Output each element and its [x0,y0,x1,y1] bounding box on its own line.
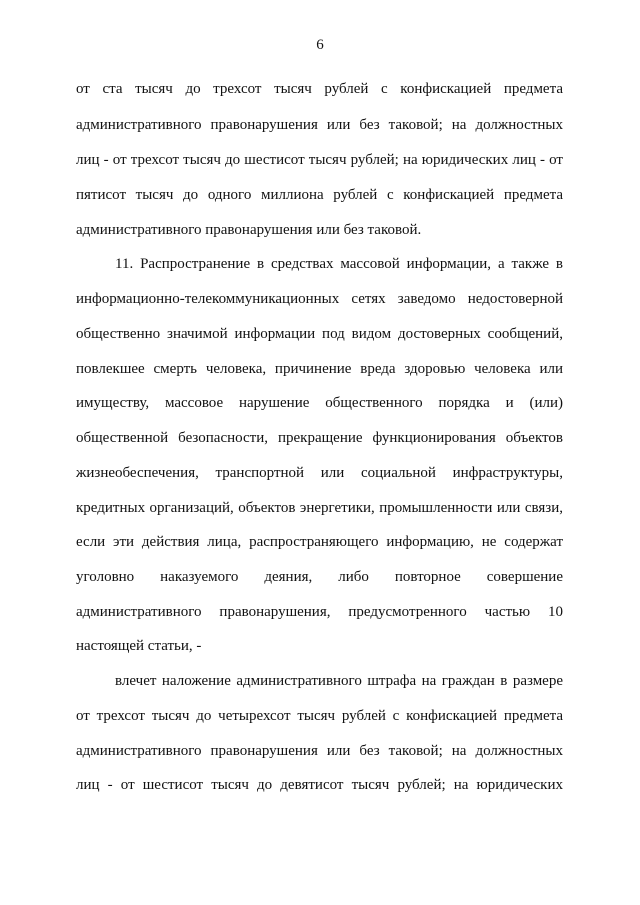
paragraph-2-line-5: имуществу, массовое нарушение общественного порядка и (или) [76,395,563,411]
paragraph-2-line-12: настоящей статьи, - [76,638,202,654]
paragraph-3-line-4: лиц - от шестисот тысяч до девятисот тысяч рублей; на юридических [76,777,563,793]
paragraph-2-line-11: административного правонарушения, предусмотренного частью 10 [76,604,563,620]
paragraph-2-line-2: информационно-телекоммуникационных сетях заведомо недостоверной [76,291,563,307]
paragraph-2-line-6: общественной безопасности, прекращение функционирования объектов [76,430,563,446]
paragraph-2-line-10: уголовно наказуемого деяния, либо повторное совершение [76,569,563,585]
paragraph-1-line-2: административного правонарушения или без таковой; на должностных [76,117,563,133]
paragraph-3-line-1: влечет наложение административного штрафа на граждан в размере [115,673,563,689]
paragraph-2-line-3: общественно значимой информации под видом достоверных сообщений, [76,326,563,342]
paragraph-3-line-2: от трехсот тысяч до четырехсот тысяч рублей с конфискацией предмета [76,708,563,724]
paragraph-1-line-5: административного правонарушения или без таковой. [76,222,422,238]
paragraph-2-line-1: 11. Распространение в средствах массовой информации, а также в [115,256,563,272]
paragraph-1-line-3: лиц - от трехсот тысяч до шестисот тысяч рублей; на юридических лиц - от [76,152,563,168]
paragraph-3-line-3: административного правонарушения или без таковой; на должностных [76,743,563,759]
paragraph-1-line-1: от ста тысяч до трехсот тысяч рублей с конфискацией предмета [76,81,563,97]
paragraph-1-line-4: пятисот тысяч до одного миллиона рублей с конфискацией предмета [76,187,563,203]
paragraph-2-line-9: если эти действия лица, распространяющего информацию, не содержат [76,534,563,550]
paragraph-2-line-7: жизнеобеспечения, транспортной или социальной инфраструктуры, [76,465,563,481]
page-number: 6 [316,37,324,53]
paragraph-2-line-4: повлекшее смерть человека, причинение вреда здоровью человека или [76,361,563,377]
paragraph-2-line-8: кредитных организаций, объектов энергетики, промышленности или связи, [76,500,563,516]
